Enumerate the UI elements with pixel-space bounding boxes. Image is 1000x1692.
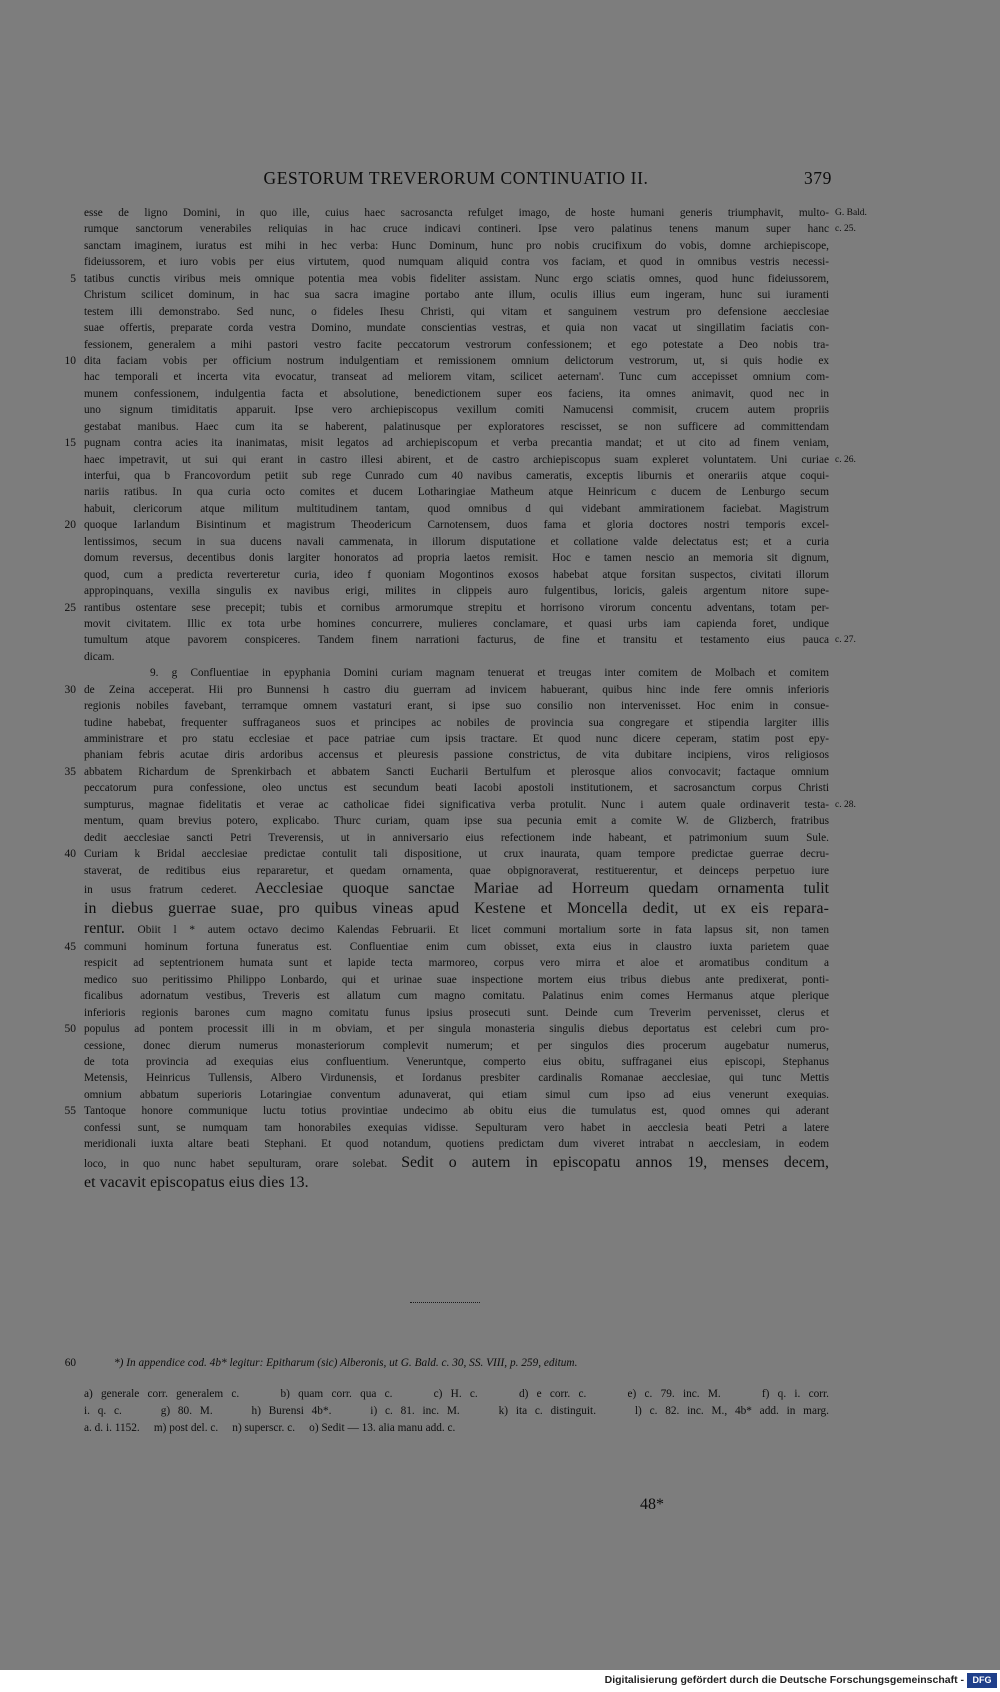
text-line [0, 1120, 1000, 1136]
line-text: mentum, quam brevius potero, explicabo. Thurc curiam, quam ipse sua pecunia emit a comite W. de Glizberch, fratribus [84, 815, 829, 828]
line-text: dedit aecclesiae sancti Petri Treverensis, ut in anniversario eius refectionem inde habeant, et patrimonium suum Sule. [84, 831, 829, 844]
line-text: tumultum atque pavorem conspiceres. Tandem finem narrationi facturus, de fine et transitu et testamento eius pauca [84, 634, 829, 647]
text-line [0, 1103, 1000, 1119]
text-line [0, 731, 1000, 747]
line-text: tatibus cunctis viribus meis omnique potentia mea vobis fideliter assistam. Nunc ergo sciatis omnes, quod hunc fideiussorem, [84, 272, 829, 285]
apparatus-line [0, 1420, 1000, 1437]
text-line [0, 939, 1000, 955]
text-line [0, 484, 1000, 500]
line-text: et vacavit episcopatus eius dies 13. [84, 1173, 309, 1191]
margin-reference: G. Bald. [835, 208, 867, 218]
apparatus-text: a) generale corr. generalem c. b) quam corr. qua c. c) H. c. d) e corr. c. e) c. 79. inc. M. f) q. i. corr. [84, 1388, 829, 1400]
margin-reference: c. 25. [835, 224, 856, 235]
line-text: tudine habebat, frequenter suffraganeos suos et principes ac nobiles de provincia sua congregare et stipendia largiter illis [84, 716, 829, 729]
line-text: gestabat manibus. Haec cum ita se haberent, palatinusque per exploratores rescisset, se non sufficere ad committendam [84, 420, 829, 433]
line-number: 50 [64, 1023, 76, 1036]
text-line [0, 797, 1000, 813]
text-line [0, 919, 1000, 939]
text-line [0, 238, 1000, 254]
text-line [0, 1136, 1000, 1152]
appendix-footnote [0, 1355, 1000, 1372]
line-text-part: loco, in quo nunc habet sepulturam, orare solebat. [84, 1157, 388, 1170]
text-line [0, 254, 1000, 270]
line-number: 25 [64, 601, 76, 614]
line-text: dita faciam vobis per officium nostrum indulgentiam et remissionem omnium delictorum vestrorum, ut, si quis hodie ex [84, 354, 829, 367]
line-text: esse de ligno Domini, in quo ille, cuius haec sacrosancta refulget imago, de hoste humani generis triumphavit, multo- [84, 207, 829, 219]
text-line [0, 337, 1000, 353]
running-head [80, 168, 832, 192]
line-text: movit civitatem. Illic ex tota urbe homines concurrere, mulieres conclamare, et quasi urbs iam capienda foret, undique [84, 617, 829, 630]
text-line [0, 764, 1000, 780]
text-line [0, 879, 1000, 898]
line-text [84, 879, 829, 900]
line-text: munem confessionem, indulgentia facta et absolutione, benedictionem super eos faciens, ita omnes animavit, quod nec in [84, 387, 829, 400]
text-line [0, 205, 1000, 221]
text-line [0, 517, 1000, 533]
line-text: rumque sanctorum venerabiles reliquias in hac cruce indicavi contineri. Ipse vero palatinus tenens manum super hanc [84, 223, 829, 236]
line-text [84, 1153, 829, 1174]
line-number: 40 [64, 848, 76, 861]
text-line [0, 1172, 1000, 1193]
line-text: dicam. [84, 650, 115, 663]
section-end-ornament [410, 1302, 480, 1305]
line-text: ficalibus adornatum vestibus, Treveris est allatum cum magno comitatu. Palatinus enim comes Hermanus atque plerique [84, 990, 829, 1003]
critical-apparatus [0, 1386, 1000, 1437]
funding-credit: Digitalisierung gefördert durch die Deutsche Forschungsgemeinschaft - [604, 1674, 964, 1686]
text-line [0, 649, 1000, 665]
line-text: cessione, donec dierum numerus monasteriorum complevit numerum; et per singulos dies procerum augebatur numerus, [84, 1039, 829, 1052]
text-line [0, 813, 1000, 829]
line-text: appropinquans, vexilla singulis ex navibus erigi, milites in clippeis auro fulgentibus, loricis, galeis argentum nitore supe- [84, 585, 829, 598]
line-text: nariis ratibus. In qua curia octo comites et ducem Lotharingiae Matheum atque Heinricum c ducem de Lenburgo secum [84, 486, 829, 499]
margin-reference: c. 27. [835, 635, 856, 646]
line-text: testem illi demonstrabo. Sed nunc, o fideles Ihesu Christi, qui vitam et sanguinem vestrum pro defensione aecclesiae [84, 305, 829, 318]
text-line [0, 616, 1000, 632]
line-text: populus ad pontem processit illi in m obviam, et per singula monasteria singulis diebus deportatus est celebri cum pro- [84, 1023, 829, 1036]
line-text: uno signum timiditatis apparuit. Ipse vero archiepiscopus vexillum comiti Namucensi commisit, crucem autem propriis [84, 404, 829, 417]
apparatus-line [0, 1386, 1000, 1403]
text-line [0, 369, 1000, 385]
line-text: Tantoque honore communique luctu totius provintiae undecimo ab obitu eius die tumulatus est, quod omnes qui aderant [84, 1105, 829, 1118]
line-text: phaniam febris acutae diris ardoribus accensus et pleuresis passione constrictus, de vita dubitare incipiens, viros religiosos [84, 749, 829, 762]
text-line [0, 1070, 1000, 1086]
text-line [0, 846, 1000, 862]
line-text: pugnam contra acies ita inanimatas, misit legatos ad archiepiscopum et verba precantia mandat; et ut cito ad finem veniam, [84, 437, 829, 450]
line-text: Curiam k Bridal aecclesiae predictae contulit tali dispositione, ut crux inaurata, quam tempore predictae guerrae decru- [84, 848, 829, 861]
line-text: sumpturus, magnae fidelitatis et verae ac catholicae fidei significativa verba protulit. Nunc i autem quale ordinaverit testa- [84, 798, 829, 811]
line-number: 35 [64, 765, 76, 778]
line-number: 60 [64, 1357, 76, 1369]
apparatus-text: a. d. i. 1152. m) post del. c. n) superscr. c. o) Sedit — 13. alia manu add. c. [84, 1422, 456, 1434]
line-text: respicit ad septentrionem humata sunt et lapide tecta marmoreo, corpus vero mirra et aloe et aromatibus conditum a [84, 957, 829, 970]
text-line [0, 287, 1000, 303]
line-text: interfui, qua b Francovordum petiit sub rege Cunrado cum 40 navibus cameratis, exceptis liburnis et onerariis atque coqui- [84, 470, 829, 482]
text-line [0, 1005, 1000, 1021]
text-line [0, 988, 1000, 1004]
text-line [0, 501, 1000, 517]
text-line [0, 435, 1000, 451]
line-number: 55 [64, 1105, 76, 1118]
line-text: fideiussorem, et iuro vobis per eius virtutem, quod numquam aliquid contra vos faciam, et quod in omnibus vestris necessi- [84, 256, 829, 269]
text-line [0, 353, 1000, 369]
text-line [0, 402, 1000, 418]
line-text: inferioris regionis barones cum magno comitatu funus ipsius prosecuti sunt. Deinde cum Treverim pervenisset, clerus et [84, 1006, 829, 1019]
line-text: communi hominum fortuna funeratus est. Confluentiae enim cum obisset, exta eius in claustro iuxta parietem quae [84, 940, 829, 953]
line-text: meridionali iuxta altare beati Stephani. Et quod notandum, quotiens predictam dum viveret intrabat n aecclesiam, in eodem [84, 1138, 829, 1151]
text-line [0, 534, 1000, 550]
text-line [0, 221, 1000, 237]
apparatus-text: i. q. c. g) 80. M. h) Burensi 4b*. i) c. 81. inc. M. k) ita c. distinguit. l) c. 82. inc. M., 4b* add. in marg. [84, 1405, 829, 1417]
line-number: 15 [64, 437, 76, 450]
line-text: de Zeina acceperat. Hii pro Bunnensi h castro diu guerram ad invicem habuerant, quibus hinc inde fere omnis inferioris [84, 683, 829, 696]
line-number: 30 [64, 683, 76, 696]
signature-mark: 48* [640, 1496, 664, 1513]
text-line [0, 1038, 1000, 1054]
dfg-logo: DFG [967, 1673, 997, 1688]
line-text: sanctam imaginem, iuratus est mihi in hec verba: Hunc Dominum, hunc pro nobis crucifixum do vobis, domne archiepiscope, [84, 239, 829, 252]
text-line [0, 271, 1000, 287]
text-line [0, 972, 1000, 988]
text-line [0, 665, 1000, 681]
text-line [0, 419, 1000, 435]
line-text: haec impetravit, ut sui qui erant in castro illesi abirent, et de castro archiepiscopus suam expleret voluntatem. Uni curiae [84, 453, 829, 466]
line-text: quoque Iarlandum Bisintinum et magistrum Theodericum Carnotensem, duos fama et gloria doctores nostri temporis excel- [84, 519, 829, 532]
line-text-part: rentur. [84, 919, 125, 937]
text-line [0, 715, 1000, 731]
line-text: 9. g Confluentiae in epyphania Domini curiam magnam tenuerat et treugas inter comitem de Molbach et comitem [150, 667, 829, 680]
text-line [0, 1021, 1000, 1037]
digitization-footer [0, 1670, 1000, 1692]
text-line [0, 1054, 1000, 1070]
text-line [0, 1153, 1000, 1172]
line-text-part: in usus fratrum cederet. [84, 883, 237, 896]
running-title: GESTORUM TREVERORUM CONTINUATIO II. [263, 168, 649, 188]
line-text: suae offertis, preparate corda vestra Domino, mundate conscientias vestras, et quia non vacat ut singillatim faciatis con- [84, 322, 829, 335]
page-number: 379 [803, 168, 832, 188]
apparatus-line [0, 1403, 1000, 1420]
line-text: Christum scilicet dominum, in hac sua sacra imagine portabo ante illum, oculis illius eum ingeram, hunc sui iuramenti [84, 289, 829, 302]
line-number: 5 [70, 272, 76, 285]
text-line [0, 863, 1000, 879]
text-line [0, 780, 1000, 796]
text-line [0, 468, 1000, 484]
text-line [0, 632, 1000, 648]
appendix-note-text: *) In appendice cod. 4b* legitur: Epitharum (sic) Alberonis, ut G. Bald. c. 30, SS. VIII, p. 259, editum. [114, 1357, 578, 1369]
text-line [0, 583, 1000, 599]
footnotes [0, 1355, 1000, 1437]
text-line [0, 698, 1000, 714]
text-line [0, 955, 1000, 971]
line-text: regionis nobiles favebant, terramque omnem vastaturi erant, si ipse suo consilio non intervenisset. Hoc enim in consue- [84, 700, 829, 713]
line-text-part-large: Obiit l * autem octavo decimo Kalendas Februarii. Et licet communi mortalium sorte in fata lapsus sit, non tamen [137, 923, 829, 936]
line-text: omnium abbatum superioris Lotaringiae conventum adunaverat, qui etiam simul cum ipso ad eius venerunt exequias. [84, 1088, 829, 1101]
text-line [0, 830, 1000, 846]
line-text: hac temporali et incerta vita evocatur, transeat ad meliorem vitam, scilicet aeternam'. Tunc cum accepisset omnium com- [84, 371, 829, 384]
text-line [0, 304, 1000, 320]
line-text-part-large: Aecclesiae quoque sanctae Mariae ad Horreum quedam ornamenta tulit [254, 879, 829, 897]
line-text: de tota provincia ad exequias eius confluentium. Veneruntque, comperto eius obitu, suffraganei eius episcopi, Stephanus [84, 1056, 829, 1068]
text-line [0, 452, 1000, 468]
line-text: medico suo peritissimo Philippo Lonbardo, qui et urinae suae inspectione mortem eius tribus diebus ante predixerat, ponti- [84, 973, 829, 986]
text-line [0, 682, 1000, 698]
line-number: 45 [64, 940, 76, 953]
margin-reference: c. 28. [835, 799, 856, 810]
line-text: fessionem, generalem a mihi pastori vestro facite peccatorum vestrorum confessionem; et ego potestate a Deo nobis tra- [84, 338, 829, 351]
line-text: lentissimos, secum in sua ducens navali cammenata, in illorum disputatione et collatione valde delectatus est; et a curia [84, 535, 829, 548]
text-line [0, 898, 1000, 919]
line-number: 10 [64, 354, 76, 367]
line-text: rantibus ostentare sese precepit; tubis et cornibus armorumque strepitu et horrisono virorum concentu adventans, totam per- [84, 601, 829, 614]
line-text [84, 919, 829, 940]
line-text: Metensis, Heinricus Tullensis, Albero Virdunensis, et Iordanus presbiter cardinalis Romanae aecclesiae, qui tunc Mettis [84, 1072, 829, 1085]
text-line [0, 567, 1000, 583]
line-number: 20 [64, 519, 76, 532]
line-text: peccatorum pura confessione, oleo unctus est secundum beati Iacobi apostoli institutionem, et sacrosanctum corpus Christi [84, 782, 829, 795]
margin-reference: c. 26. [835, 454, 856, 465]
text-line [0, 747, 1000, 763]
line-text: domum reversus, decentibus donis largiter honoratos ad propria laetos remisit. Hoc e tamen nescio an memoria sit dignum, [84, 552, 829, 565]
text-line [0, 320, 1000, 336]
text-line [0, 600, 1000, 616]
line-text-part-large: Sedit o autem in episcopatu annos 19, menses decem, [401, 1153, 829, 1171]
main-text [0, 205, 1000, 1193]
line-text: in diebus guerrae suae, pro quibus vineas apud Kestene et Moncella dedit, ut ex eis repara- [84, 899, 829, 917]
line-text: quod, cum a predicta reverteretur curia, ideo f quoniam Mogontinos exosos habebat atque forsitan suspectos, civitati illorum [84, 568, 829, 581]
text-line [0, 550, 1000, 566]
text-line [0, 1087, 1000, 1103]
line-text: staverat, de reditibus eius repararetur, et quedam ornamenta, quae obpignoraverat, restituerentur, et deinceps perpetuo iure [84, 864, 829, 877]
line-text: confessi sunt, se numquam tam honorabiles exequias vidisse. Sepulturam vero habet in aecclesia beati Petri a latere [84, 1121, 829, 1134]
line-text: habuit, clericorum atque militum multitudinem tantam, quod omnibus d qui videbant ammirationem faciebat. Magistrum [84, 502, 829, 515]
text-line [0, 386, 1000, 402]
line-text: amministrare et pro statu ecclesiae et pace patriae cum ipsis tractare. Et quod nunc dicere ceperam, statim post epy- [84, 733, 829, 745]
line-text: abbatem Richardum de Sprenkirbach et abbatem Sancti Eucharii Bertulfum et plerosque alios convocavit; factaque omnium [84, 765, 829, 778]
